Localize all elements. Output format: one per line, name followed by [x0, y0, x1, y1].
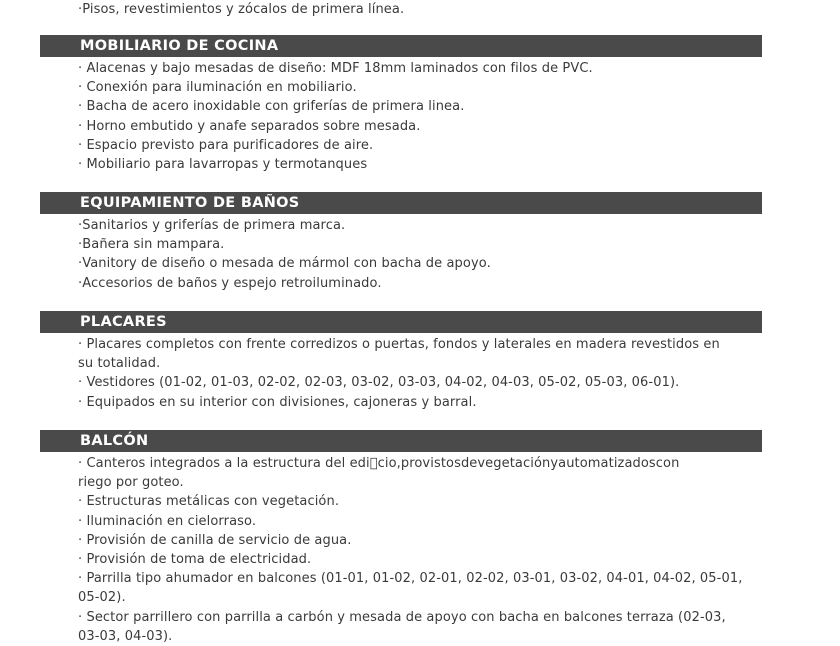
list-item: · Sector parrillero con parrilla a carbón y mesada de apoyo con bacha en balcones terraza (02-03,: [78, 609, 726, 625]
list-item: 05-02).: [78, 590, 126, 606]
list-item: · Estructuras metálicas con vegetación.: [78, 494, 340, 510]
section-header: BALCÓN: [40, 430, 762, 452]
section-placares: [40, 311, 762, 412]
list-item: ·Bañera sin mampara.: [78, 237, 225, 253]
section-mobiliario-cocina: [40, 35, 762, 174]
list-item: riego por goteo.: [78, 475, 184, 491]
section-items: [40, 57, 762, 174]
list-item: · Parrilla tipo ahumador en balcones (01-01, 01-02, 02-01, 02-02, 03-01, 03-02, 04-01, 04-02, 05-01,: [78, 571, 743, 587]
list-item: ·Vanitory de diseño o mesada de mármol con bacha de apoyo.: [78, 256, 491, 272]
list-item: 03-03, 04-03).: [78, 628, 173, 644]
section-equipamiento-banos: [40, 192, 762, 293]
section-header: MOBILIARIO DE COCINA: [40, 35, 762, 57]
list-item: · Horno embutido y anafe separados sobre mesada.: [78, 118, 421, 134]
list-item: · Iluminación en cielorraso.: [78, 513, 257, 529]
list-item: su totalidad.: [78, 356, 161, 372]
list-item: ·Sanitarios y griferías de primera marca.: [78, 218, 346, 233]
list-item: · Alacenas y bajo mesadas de diseño: MDF 18mm laminados con filos de PVC.: [78, 61, 593, 76]
list-item: · Conexión para iluminación en mobiliario.: [78, 80, 357, 96]
list-item: · Placares completos con frente corredizos o puertas, fondos y laterales en madera revestidos en: [78, 337, 720, 352]
list-item: · Mobiliario para lavarropas y termotanques: [78, 157, 368, 173]
section-balcon: [40, 430, 762, 646]
section-items: [40, 452, 762, 646]
pisos-line: ·Pisos, revestimientos y zócalos de primera línea.: [78, 2, 405, 17]
list-item: · Equipados en su interior con divisiones, cajoneras y barral.: [78, 394, 477, 410]
section-header: EQUIPAMIENTO DE BAÑOS: [40, 192, 762, 214]
list-item: · Vestidores (01-02, 01-03, 02-02, 02-03, 03-02, 03-03, 04-02, 04-03, 05-02, 05-03, 06-01).: [78, 375, 680, 391]
list-item: · Provisión de toma de electricidad.: [78, 552, 312, 568]
list-item: · Espacio previsto para purificadores de aire.: [78, 137, 374, 153]
list-item: · Provisión de canilla de servicio de agua.: [78, 532, 352, 548]
section-items: [40, 333, 762, 412]
section-items: [40, 214, 762, 293]
list-item: · Canteros integrados a la estructura del edi cio,provistosdevegetaciónyautomatizadoscon: [78, 456, 680, 471]
section-header: PLACARES: [40, 311, 762, 333]
list-item: ·Accesorios de baños y espejo retroiluminado.: [78, 275, 382, 291]
list-item: · Bacha de acero inoxidable con griferías de primera linea.: [78, 99, 465, 115]
